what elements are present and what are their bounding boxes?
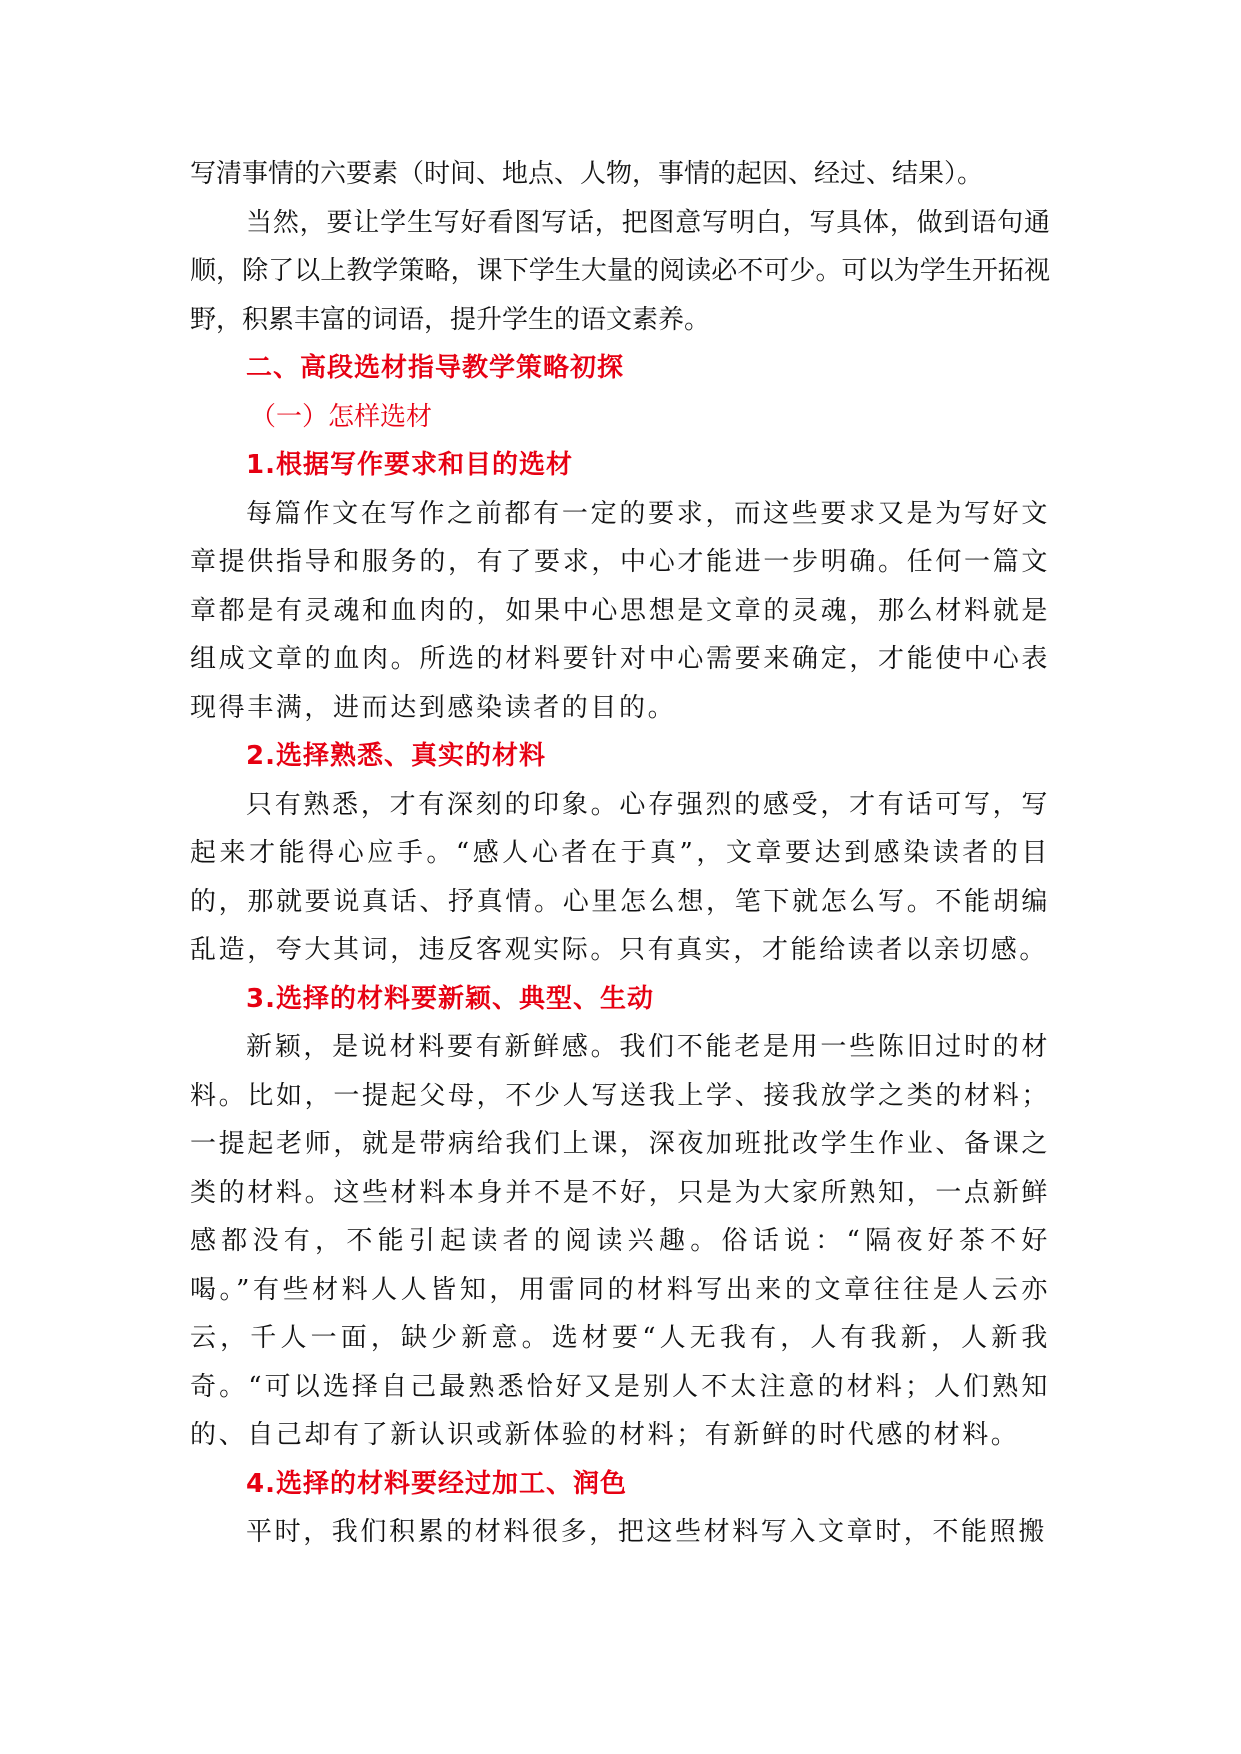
- document-body: [190, 150, 1050, 1557]
- point-heading-3: 3.选择的材料要新颖、典型、生动: [246, 983, 654, 1014]
- point-heading-4: 4.选择的材料要经过加工、润色: [246, 1468, 627, 1499]
- body-paragraph: 当然，要让学生写好看图写话，把图意写明白，写具体，做到语句通顺，除了以上教学策略，课下学生大量的阅读必不可少。可以为学生开拓视野，积累丰富的词语，提升学生的语文素养。: [190, 207, 1050, 335]
- body-paragraph: 新颖，是说材料要有新鲜感。我们不能老是用一些陈旧过时的材料。比如，一提起父母，不少人写送我上学、接我放学之类的材料；一提起老师，就是带病给我们上课，深夜加班批改学生作业、备课之类的材料。这些材料本身并不是不好，只是为大家所熟知，一点新鲜感都没有，不能引起读者的阅读兴趣。俗话说：“隔夜好茶不好喝。”有些材料人人皆知，用雷同的材料写出来的文章往往是人云亦云，千人一面，缺少新意。选材要“人无我有，人有我新，人新我奇。“可以选择自己最熟悉恰好又是别人不太注意的材料；人们熟知的、自己却有了新认识或新体验的材料；有新鲜的时代感的材料。: [190, 1032, 1050, 1450]
- body-paragraph: 写清事情的六要素（时间、地点、人物，事情的起因、经过、结果）。: [190, 159, 984, 189]
- body-paragraph: 每篇作文在写作之前都有一定的要求，而这些要求又是为写好文章提供指导和服务的，有了要求，中心才能进一步明确。任何一篇文章都是有灵魂和血肉的，如果中心思想是文章的灵魂，那么材料就是组成文章的血肉。所选的材料要针对中心需要来确定，才能使中心表现得丰满，进而达到感染读者的目的。: [190, 498, 1050, 723]
- body-paragraph: 只有熟悉，才有深刻的印象。心存强烈的感受，才有话可写，写起来才能得心应手。“感人心者在于真”，文章要达到感染读者的目的，那就要说真话、抒真情。心里怎么想，笔下就怎么写。不能胡编乱造，夸大其词，违反客观实际。只有真实，才能给读者以亲切感。: [190, 789, 1050, 965]
- body-paragraph: 平时，我们积累的材料很多，把这些材料写入文章时，不能照搬: [246, 1517, 1047, 1547]
- section-heading: 二、高段选材指导教学策略初探: [246, 353, 625, 383]
- point-heading-1: 1.根据写作要求和目的选材: [246, 450, 573, 480]
- subsection-heading: （一）怎样选材: [250, 401, 433, 432]
- point-heading-2: 2.选择熟悉、真实的材料: [246, 741, 546, 771]
